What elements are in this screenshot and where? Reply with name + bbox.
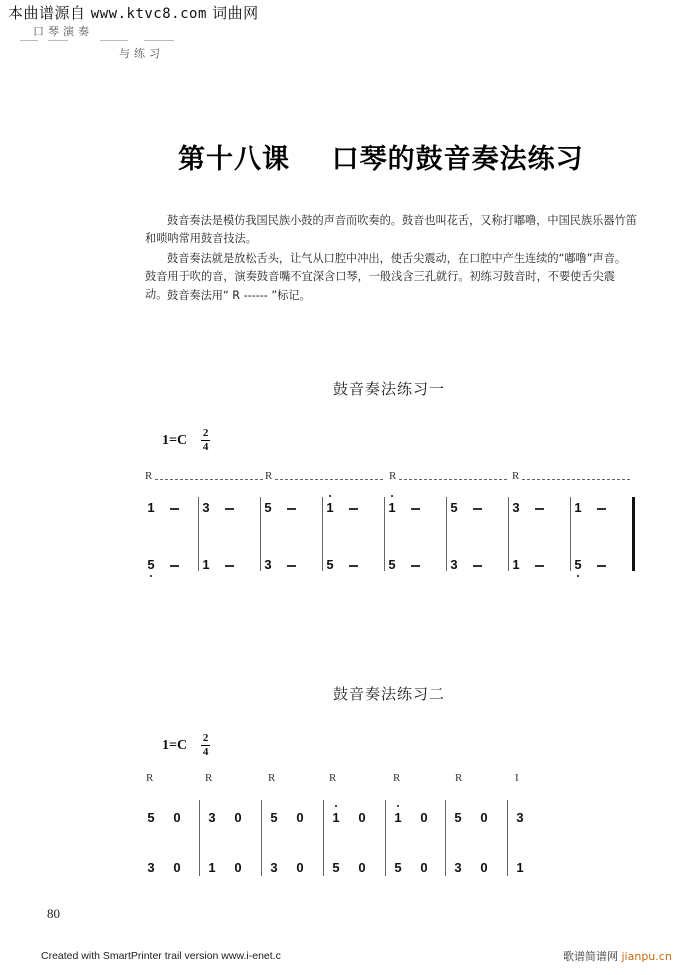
octave-dot-below xyxy=(577,575,579,577)
note: 3 xyxy=(516,810,524,825)
sustain-dash xyxy=(287,565,296,567)
drum-roll-mark: I xyxy=(515,772,519,784)
note: 5 xyxy=(264,500,272,515)
note: 1 xyxy=(392,810,404,825)
barline xyxy=(198,497,199,571)
note: 5 xyxy=(388,557,396,572)
note: 3 xyxy=(450,557,458,572)
exercise-2-title: 鼓音奏法练习二 xyxy=(333,685,446,703)
rest: 0 xyxy=(234,860,242,875)
rest: 0 xyxy=(358,810,366,825)
sustain-dash xyxy=(535,508,544,510)
octave-dot-above xyxy=(329,495,331,497)
watermark-suffix: 词曲网 xyxy=(212,4,259,22)
sustain-dash xyxy=(597,508,606,510)
note: 1 xyxy=(386,500,398,515)
time-signature: $\frac{2}{4}$ xyxy=(202,732,209,758)
site-watermark xyxy=(563,948,672,964)
note: 5 xyxy=(147,810,155,825)
note: 1 xyxy=(208,860,216,875)
rest: 0 xyxy=(296,860,304,875)
note: 1 xyxy=(324,500,336,515)
note: 1 xyxy=(574,500,582,515)
rest: 0 xyxy=(480,810,488,825)
note: 5 xyxy=(572,557,584,572)
octave-dot-above xyxy=(335,805,337,807)
intro-paragraph-2: 鼓音奏法就是放松舌头，让气从口腔中冲出，使舌尖震动，在口腔中产生连续的“嘟噜”声音。鼓音用于吹的音，演奏鼓音嘴不宜深含口琴，一般浅含三孔就行。初练习鼓音时，不要使舌尖震动。 xyxy=(145,252,627,301)
key: 1=C xyxy=(162,737,188,753)
header-rule xyxy=(144,40,174,41)
sustain-dash xyxy=(473,508,482,510)
rest: 0 xyxy=(173,860,181,875)
drum-roll-mark: R xyxy=(265,470,273,482)
note: 5 xyxy=(454,810,462,825)
note: 3 xyxy=(202,500,210,515)
exercise-1-title: 鼓音奏法练习一 xyxy=(333,380,446,398)
barline xyxy=(385,800,386,876)
drum-roll-mark: R xyxy=(455,772,463,784)
site-name: 歌谱简谱网 xyxy=(563,950,618,963)
note: 3 xyxy=(512,500,520,515)
note: 1 xyxy=(512,557,520,572)
drum-roll-line xyxy=(155,479,263,480)
drum-roll-mark: R xyxy=(329,772,337,784)
note: 5 xyxy=(145,557,157,572)
note: 1 xyxy=(516,860,524,875)
end-barline xyxy=(632,497,635,571)
note: 3 xyxy=(147,860,155,875)
watermark-url: www.ktvc8.com xyxy=(90,6,207,22)
rest: 0 xyxy=(420,810,428,825)
time-signature: $\frac{2}{4}$ xyxy=(202,427,209,453)
sustain-dash xyxy=(287,508,296,510)
page-number: 80 xyxy=(47,906,60,921)
source-watermark xyxy=(8,2,259,23)
note: 1 xyxy=(330,810,342,825)
exercise-1-key-signature xyxy=(162,428,210,453)
octave-dot-above xyxy=(391,495,393,497)
note: 5 xyxy=(326,557,334,572)
octave-dot-above xyxy=(397,805,399,807)
barline xyxy=(260,497,261,571)
barline xyxy=(508,497,509,571)
note: 5 xyxy=(270,810,278,825)
barline xyxy=(507,800,508,876)
rest: 0 xyxy=(420,860,428,875)
barline xyxy=(261,800,262,876)
note: 1 xyxy=(147,500,155,515)
note: 3 xyxy=(264,557,272,572)
barline xyxy=(323,800,324,876)
note: 5 xyxy=(332,860,340,875)
sustain-dash xyxy=(411,508,420,510)
barline xyxy=(570,497,571,571)
rest: 0 xyxy=(358,860,366,875)
sustain-dash xyxy=(349,565,358,567)
note: 5 xyxy=(394,860,402,875)
sustain-dash xyxy=(597,565,606,567)
sustain-dash xyxy=(225,508,234,510)
barline xyxy=(199,800,200,876)
barline xyxy=(384,497,385,571)
note: 5 xyxy=(450,500,458,515)
drum-roll-mark: R xyxy=(268,772,276,784)
running-head-title: 口琴演奏 xyxy=(33,25,93,38)
rest: 0 xyxy=(480,860,488,875)
lesson-title: 第十八课 口琴的鼓音奏法练习 xyxy=(178,144,584,175)
sustain-dash xyxy=(170,508,179,510)
octave-dot-below xyxy=(150,575,152,577)
key: 1=C xyxy=(162,432,188,448)
header-rule xyxy=(48,40,68,41)
site-domain: jianpu.cn xyxy=(621,950,672,963)
drum-roll-line xyxy=(399,479,507,480)
drum-roll-mark: R xyxy=(205,772,213,784)
sustain-dash xyxy=(170,565,179,567)
note: 3 xyxy=(270,860,278,875)
sustain-dash xyxy=(473,565,482,567)
drum-roll-line xyxy=(275,479,383,480)
note: 3 xyxy=(454,860,462,875)
barline xyxy=(446,497,447,571)
barline xyxy=(322,497,323,571)
running-head-subtitle: 与练习 xyxy=(119,47,164,60)
watermark-prefix: 本曲谱源自 xyxy=(8,4,86,22)
drum-roll-mark: R xyxy=(393,772,401,784)
header-rule xyxy=(100,40,128,41)
intro-paragraph-1: 鼓音奏法是模仿我国民族小鼓的声音而吹奏的。鼓音也叫花舌，又称打嘟噜，中国民族乐器竹笛和唢呐常用鼓音技法。 xyxy=(145,214,637,245)
note: 1 xyxy=(202,557,210,572)
exercise-2-key-signature xyxy=(162,733,210,758)
drum-roll-mark: R xyxy=(389,470,397,482)
header-rule xyxy=(20,40,38,41)
sustain-dash xyxy=(535,565,544,567)
drum-roll-mark: R xyxy=(145,470,153,482)
rest: 0 xyxy=(296,810,304,825)
drum-roll-line xyxy=(522,479,630,480)
intro-paragraph-3: 鼓音奏法用“ R ------ ”标记。 xyxy=(167,289,311,302)
printer-watermark: Created with SmartPrinter trail version www.i-enet.c xyxy=(41,950,281,962)
drum-roll-mark: R xyxy=(146,772,154,784)
sustain-dash xyxy=(349,508,358,510)
drum-roll-mark: R xyxy=(512,470,520,482)
rest: 0 xyxy=(234,810,242,825)
rest: 0 xyxy=(173,810,181,825)
note: 3 xyxy=(208,810,216,825)
sustain-dash xyxy=(225,565,234,567)
barline xyxy=(445,800,446,876)
sustain-dash xyxy=(411,565,420,567)
